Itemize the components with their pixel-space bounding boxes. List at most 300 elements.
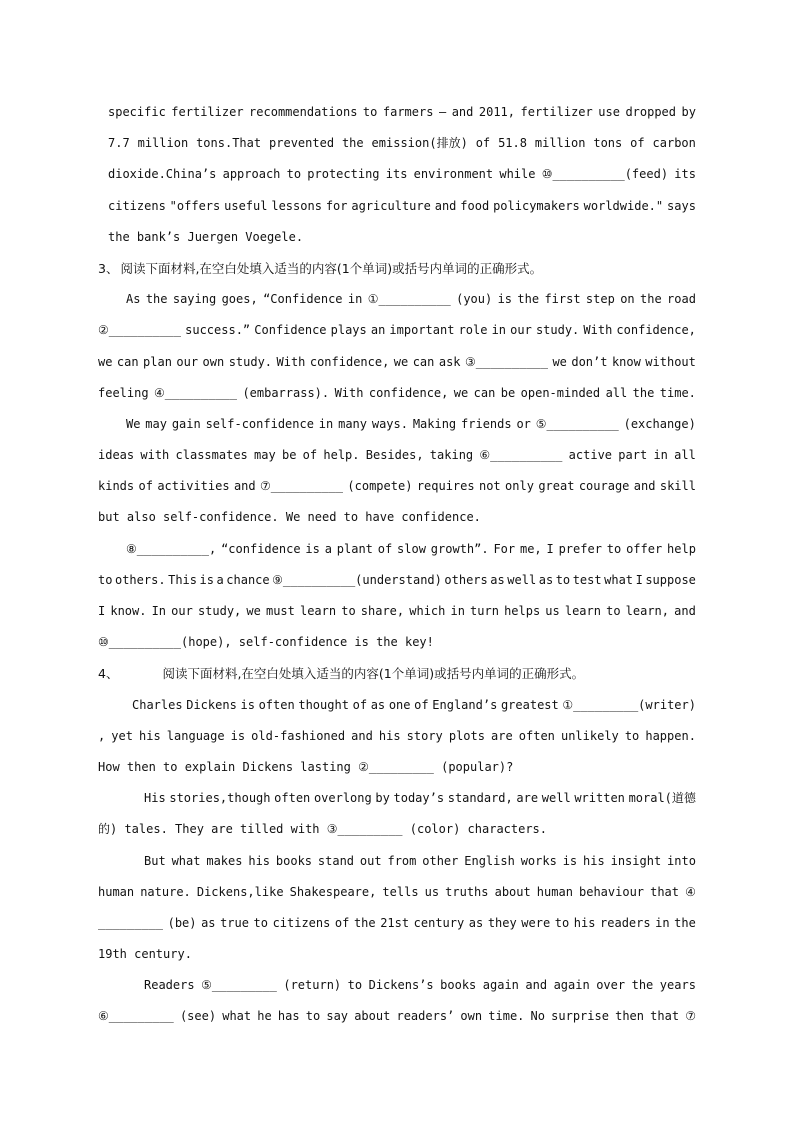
word: Making [412, 416, 457, 431]
word: know [611, 354, 641, 369]
word: the [353, 915, 376, 930]
word: to [98, 572, 113, 587]
word: to [286, 167, 302, 182]
word: moral(道德 [628, 791, 696, 806]
passage-line [98, 565, 696, 596]
word: well [541, 791, 571, 806]
word: food [460, 198, 490, 213]
word: we [393, 354, 409, 369]
word: (you) [456, 292, 493, 307]
word: were [521, 915, 551, 930]
word: citizens [272, 915, 331, 930]
word: With [334, 385, 364, 400]
word: from [387, 853, 417, 868]
word: not [478, 479, 501, 494]
word: active [568, 448, 613, 463]
word: me, [519, 541, 542, 556]
word: his [139, 728, 161, 743]
word: in [653, 448, 668, 463]
word: first [544, 292, 581, 307]
word: may [254, 448, 276, 463]
word: 7.7 [108, 136, 130, 151]
word: farmers [382, 105, 434, 119]
word: he [257, 1009, 272, 1024]
word: “Confidence [263, 292, 343, 307]
word: 51.8 [498, 136, 527, 151]
word: in [491, 323, 507, 338]
word: kinds [98, 479, 135, 494]
word: and [434, 198, 457, 213]
passage-line [98, 534, 696, 565]
passage-line [98, 783, 696, 814]
passage-line [98, 159, 696, 190]
word: England’s [432, 697, 498, 712]
word: readers’ [396, 1009, 455, 1024]
word: as [538, 572, 554, 587]
word: open-minded [520, 385, 601, 400]
word: and [525, 978, 548, 993]
word: must [265, 604, 295, 618]
section-number: 3、 [98, 260, 119, 276]
word: step [585, 292, 615, 307]
word: we [246, 604, 261, 618]
word: its [674, 167, 696, 182]
word: standard, [447, 791, 513, 806]
word: With [583, 323, 613, 338]
word: (embarrass). [242, 385, 330, 400]
passage-line [98, 347, 696, 378]
word: about [494, 884, 531, 899]
word: in [318, 416, 334, 431]
word: important [389, 323, 455, 338]
word: overlong [313, 791, 372, 806]
word: they [487, 915, 517, 930]
passage-line [98, 471, 696, 502]
word: success.” [185, 323, 251, 338]
word: learn [299, 604, 337, 618]
word: skill [659, 479, 696, 494]
word: often [258, 697, 295, 712]
word: is [562, 853, 578, 868]
word: lessons [271, 198, 322, 213]
word: on [620, 292, 635, 307]
word: plan [143, 354, 172, 369]
word: help. [323, 448, 360, 463]
passage-line: but also self-confidence. We need to have confidence. [98, 510, 481, 525]
word: of [352, 697, 368, 712]
word: ①__________ [367, 292, 451, 307]
word: _________ [98, 915, 164, 930]
word: written [574, 791, 625, 806]
word: yet [111, 728, 133, 743]
word: that [650, 1009, 680, 1024]
word: prevented [269, 136, 335, 151]
word: of [334, 915, 350, 930]
word: (compete) [347, 479, 413, 494]
word: years [659, 978, 696, 993]
word: — [438, 105, 447, 119]
word: (exchange) [623, 416, 696, 431]
passage-line [98, 721, 696, 752]
word: gain [171, 416, 201, 431]
word: Confidence [254, 323, 327, 338]
word: test [572, 572, 602, 587]
word: what [222, 1009, 252, 1024]
word: with [140, 448, 170, 463]
word: I [635, 572, 643, 587]
word: agriculture [351, 198, 431, 213]
word: behaviour [579, 884, 645, 899]
word: others [444, 572, 488, 587]
passage-line [98, 128, 696, 159]
word: as [201, 915, 216, 930]
word: of [414, 697, 429, 712]
word: helps [504, 604, 541, 618]
word: ⑥_________ [98, 1009, 174, 1024]
word: prefer [558, 541, 602, 556]
word: human [536, 884, 573, 899]
word: nature. [140, 884, 191, 899]
word: old-fashioned [251, 728, 346, 743]
word: we [453, 385, 469, 400]
word: says [667, 198, 696, 213]
passage-line [98, 690, 696, 721]
word: to [253, 915, 268, 930]
passage-line: How then to explain Dickens lasting ②_________ (popular)? [98, 759, 514, 774]
word: carbon [652, 136, 696, 151]
word: and [233, 479, 256, 494]
word: others. [114, 572, 166, 587]
word: goes, [221, 292, 258, 307]
word: us [545, 604, 560, 618]
word: in [655, 915, 670, 930]
word: and [451, 105, 474, 119]
word: study, [197, 604, 242, 618]
word: is [240, 697, 255, 712]
word: fertilizer [520, 105, 593, 119]
word: approach [222, 167, 281, 182]
word: its [385, 167, 408, 182]
word: His [144, 791, 166, 806]
word: makes [206, 853, 243, 868]
word: (be) [167, 915, 197, 930]
passage-line: 的) tales. They are tilled with ③_________ (color) characters. [98, 822, 548, 837]
word: be [500, 385, 516, 400]
word: are [516, 791, 539, 806]
word: self-confidence [205, 416, 314, 431]
word: Dickens’s [368, 978, 434, 993]
section-4-heading [98, 658, 696, 689]
word: surprise [551, 1009, 609, 1024]
word: time. [659, 385, 696, 400]
word: don’t [571, 354, 608, 369]
word: all [605, 385, 628, 400]
word: “confidence [221, 541, 301, 556]
word: is [199, 572, 214, 587]
word: slow [397, 541, 426, 556]
word: one [388, 697, 411, 712]
word: can [412, 354, 435, 369]
word: many [338, 416, 367, 431]
passage-line [98, 877, 696, 908]
word: confidence, [309, 354, 390, 369]
word: and [351, 728, 373, 743]
word: suppose [645, 572, 696, 587]
passage-line [98, 1001, 696, 1032]
word: are [491, 728, 513, 743]
word: by [681, 105, 696, 119]
word: requires [416, 479, 475, 494]
word: and [633, 479, 656, 494]
word: ⑤__________ [535, 416, 619, 431]
word: may [145, 416, 167, 431]
word: we [552, 354, 567, 369]
word: again [482, 978, 519, 993]
word: fertilizer [171, 105, 244, 119]
word: of [138, 479, 153, 494]
word: over [596, 978, 626, 993]
word: today’s [393, 791, 445, 806]
word: century [413, 915, 465, 930]
word: Besides, [365, 448, 424, 463]
word: useful [224, 198, 268, 213]
word: to [362, 105, 378, 119]
word: classmates [175, 448, 248, 463]
word: 21st [380, 915, 410, 930]
word: plant [336, 541, 373, 556]
word: Dickens,like [196, 884, 284, 899]
word: be [281, 448, 297, 463]
word: ②__________ [98, 323, 182, 338]
word: as [490, 572, 505, 587]
word: works [520, 853, 557, 868]
word: Dickens [186, 697, 237, 712]
word: specific [108, 105, 166, 119]
section-3-heading [98, 253, 696, 284]
passage-line: ⑩__________(hope), self-confidence is the key! [98, 635, 434, 650]
word: often [274, 791, 311, 806]
section-number: 4、 [98, 666, 119, 682]
word: chance [226, 572, 270, 587]
word: an [370, 323, 386, 338]
word: unlikely [560, 728, 619, 743]
word: time. [488, 1009, 525, 1024]
passage-line [98, 596, 696, 627]
word: ways. [371, 416, 408, 431]
word: ③__________ [464, 354, 548, 369]
word: for [325, 198, 348, 213]
word: With [276, 354, 306, 369]
word: to [305, 1009, 321, 1024]
passage-line [98, 970, 696, 1001]
word: share, [360, 604, 405, 618]
word: know. [110, 604, 147, 618]
word: ④__________ [154, 385, 238, 400]
word: ⑤_________ [201, 978, 277, 993]
word: courage [578, 479, 630, 494]
word: stand [317, 853, 355, 868]
word: Readers [144, 978, 195, 993]
word: what [171, 853, 201, 868]
word: in [347, 292, 363, 307]
word: million [137, 136, 189, 151]
word: recommendations [249, 105, 358, 119]
word: is [230, 728, 246, 743]
word: turn [470, 604, 499, 618]
word: study. [535, 323, 580, 338]
passage-line: 19th century. [98, 947, 192, 962]
word: , [98, 728, 106, 743]
word: ask [438, 354, 461, 369]
word: as [468, 915, 484, 930]
passage-line [98, 97, 696, 128]
word: can [116, 354, 139, 369]
word: to [624, 728, 640, 743]
word: greatest [500, 697, 559, 712]
word: plays [330, 323, 367, 338]
word: is [305, 541, 320, 556]
word: In [151, 604, 167, 618]
word: policymakers [493, 198, 580, 213]
word: as [370, 697, 386, 712]
passage-line: the bank’s Juergen Voegele. [108, 229, 304, 244]
word: a [216, 572, 224, 587]
word: his [583, 853, 605, 868]
word: us [424, 884, 440, 899]
passage-line [98, 284, 696, 315]
word: learn, [625, 604, 670, 618]
word: his [378, 728, 401, 743]
word: ④ [685, 884, 696, 899]
word: his [248, 853, 271, 868]
word: to [347, 978, 363, 993]
word: feeling [98, 385, 149, 400]
word: our [176, 354, 199, 369]
word: readers [600, 915, 651, 930]
word: other [422, 853, 459, 868]
word: to [341, 604, 356, 618]
word: often [518, 728, 555, 743]
word: ideas [98, 448, 135, 463]
word: emission(排放) [371, 136, 468, 151]
word: road [667, 292, 696, 307]
word: of [475, 136, 491, 151]
word: the [640, 292, 662, 307]
word: well [507, 572, 537, 587]
word: truths [445, 884, 489, 899]
word: human [98, 884, 135, 899]
word: out [359, 853, 382, 868]
word: by [375, 791, 390, 806]
word: that [650, 884, 680, 899]
word: to [555, 572, 571, 587]
word: of [377, 541, 393, 556]
word: tons [593, 136, 623, 151]
word: of [630, 136, 645, 151]
word: thought [298, 697, 349, 712]
word: insight [610, 853, 662, 868]
word: the [631, 978, 654, 993]
word: use [598, 105, 620, 119]
section-instruction: 阅读下面材料,在空白处填入适当的内容(1个单词)或括号内单词的正确形式。 [120, 260, 543, 276]
word: I [98, 604, 106, 618]
passage-line [98, 440, 696, 471]
word: ⑨__________(understand) [272, 572, 442, 587]
word: English [464, 853, 515, 868]
word: ⑥__________ [479, 448, 563, 463]
word: ⑧__________, [126, 541, 217, 556]
word: own [460, 1009, 483, 1024]
word: growth”. [430, 541, 489, 556]
word: confidence, [368, 385, 449, 400]
word: role [458, 323, 488, 338]
word: million [534, 136, 586, 151]
word: a [324, 541, 332, 556]
word: help [667, 541, 696, 556]
passage-line [98, 378, 696, 409]
word: which [409, 604, 446, 618]
word: protecting [307, 167, 380, 182]
word: I [546, 541, 554, 556]
word: stories,though [169, 791, 271, 806]
word: is [497, 292, 513, 307]
word: true [220, 915, 249, 930]
word: tons.That [196, 136, 262, 151]
word: our [510, 323, 532, 338]
word: the [341, 136, 364, 151]
word: worldwide." [583, 198, 664, 213]
word: saying [172, 292, 217, 307]
word: own [202, 354, 225, 369]
word: has [277, 1009, 300, 1024]
word: 2011, [478, 105, 515, 119]
word: then [615, 1009, 645, 1024]
word: our [171, 604, 193, 618]
word: can [473, 385, 496, 400]
word: ⑦ [685, 1009, 696, 1024]
word: part [618, 448, 648, 463]
section-instruction: 阅读下面材料,在空白处填入适当的内容(1个单词)或括号内单词的正确形式。 [162, 666, 585, 682]
word: great [538, 479, 575, 494]
word: Charles [132, 697, 183, 712]
word: only [505, 479, 534, 494]
word: confidence, [616, 323, 696, 338]
word: tells [382, 884, 419, 899]
word: books [440, 978, 477, 993]
word: without [645, 354, 696, 369]
word: citizens [108, 198, 166, 213]
word: We [126, 416, 141, 431]
word: and [674, 604, 696, 618]
word: to [554, 915, 570, 930]
word: plots [448, 728, 485, 743]
word: while [499, 167, 536, 182]
word: what [604, 572, 634, 587]
word: As [126, 292, 141, 307]
word: No [530, 1009, 545, 1024]
passage-line [98, 409, 696, 440]
word: study. [228, 354, 273, 369]
word: dioxide.China’s [108, 167, 217, 182]
word: friends [461, 416, 512, 431]
word: ⑦__________ [260, 479, 344, 494]
word: books [275, 853, 313, 868]
word: But [144, 853, 166, 868]
word: say [326, 1009, 349, 1024]
word: (return) [283, 978, 342, 993]
word: to [606, 604, 621, 618]
word: into [667, 853, 696, 868]
